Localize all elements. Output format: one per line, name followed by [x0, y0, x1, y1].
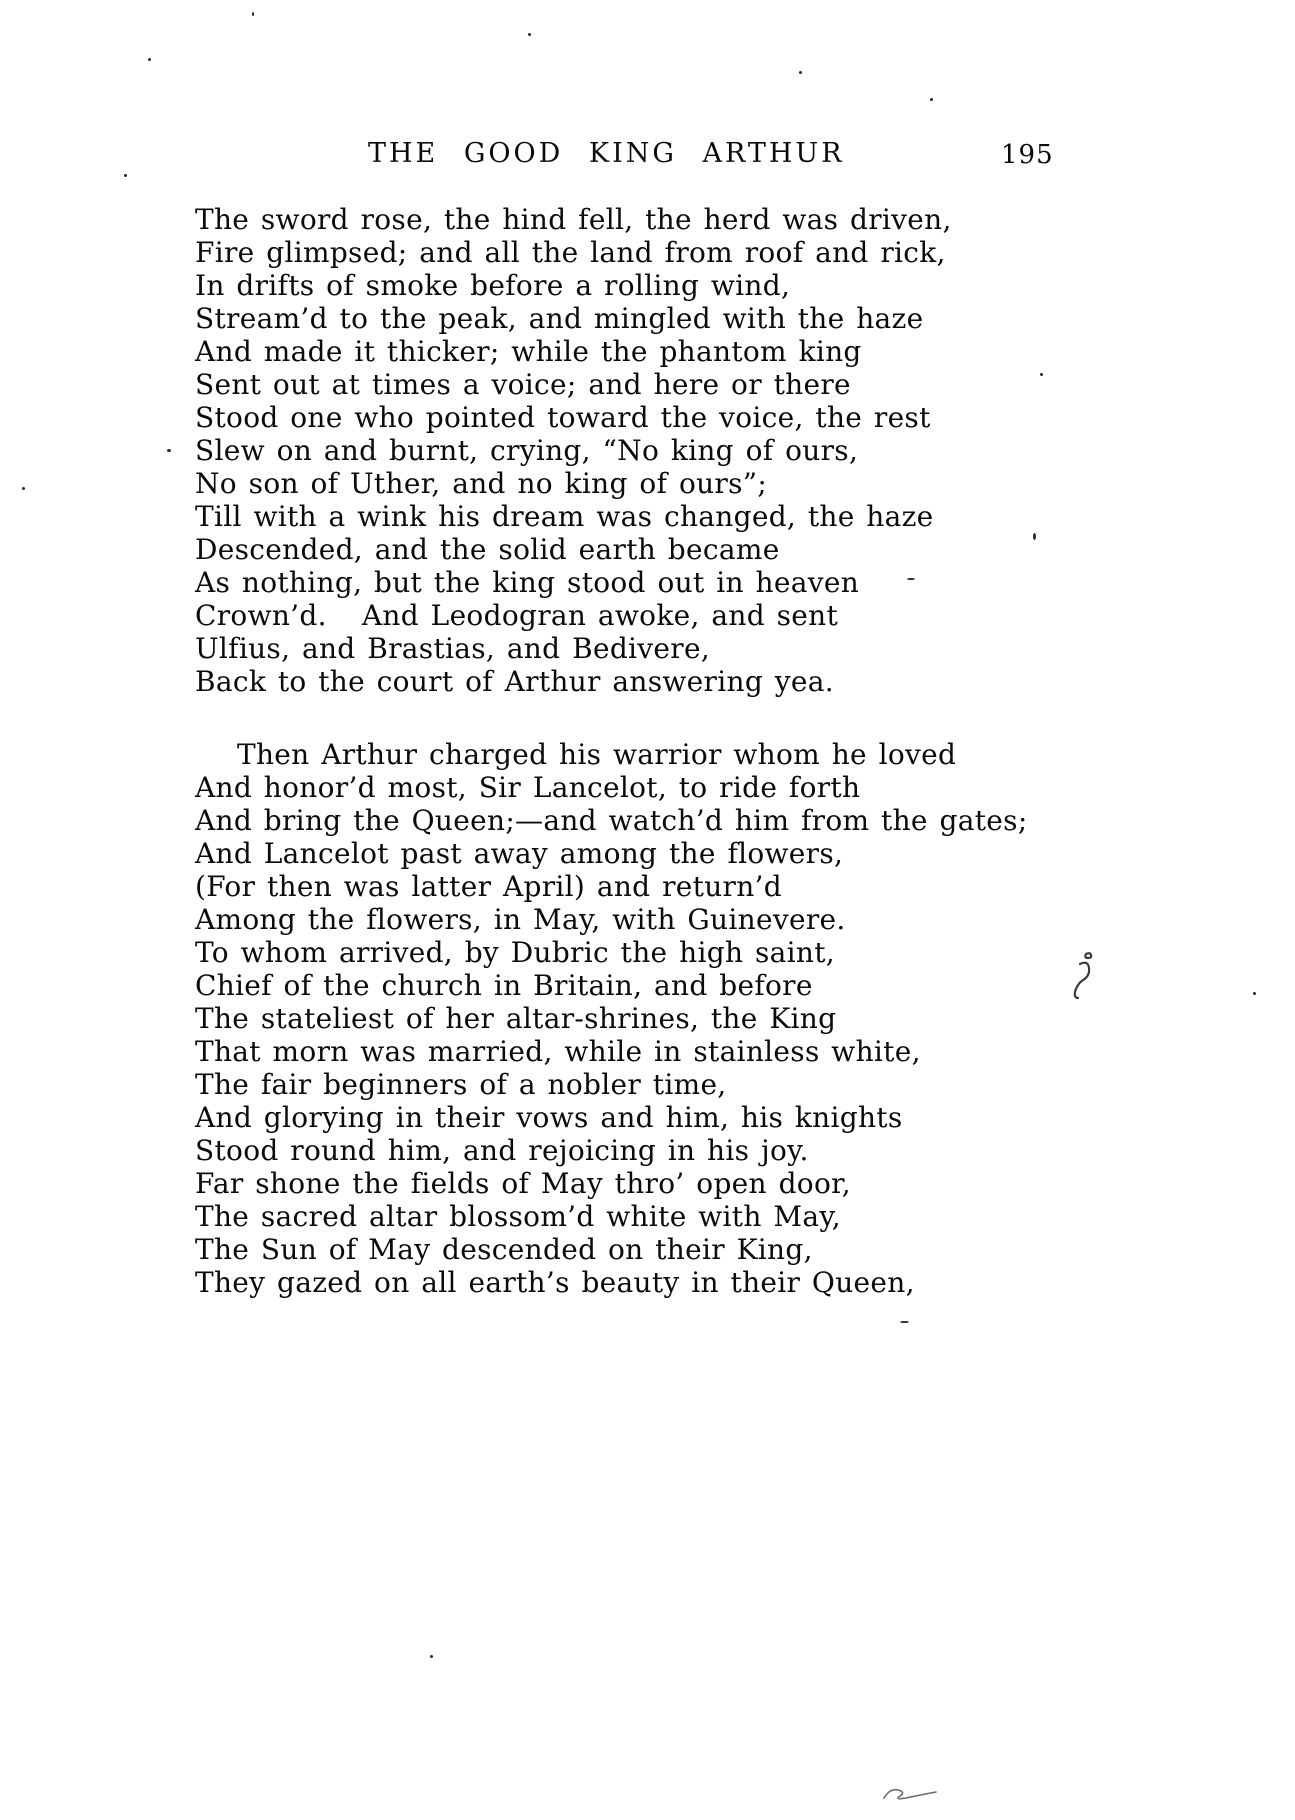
ink-smudge-bottom [880, 1782, 940, 1804]
poem-line: In drifts of smoke before a rolling wind, [195, 269, 791, 302]
scan-speck [907, 578, 915, 580]
poem-line: Chief of the church in Britain, and before [195, 969, 813, 1002]
poem-line: (For then was latter April) and return’d [195, 870, 782, 903]
scan-speck [124, 174, 127, 177]
poem-line: Back to the court of Arthur answering yea. [195, 665, 834, 698]
poem-line: Till with a wink his dream was changed, the haze [195, 500, 934, 533]
poem-line: Crown’d. And Leodogran awoke, and sent [195, 599, 839, 632]
scan-speck [22, 487, 25, 490]
poem-text [195, 203, 1175, 1299]
scan-speck [1253, 992, 1256, 995]
stanza [195, 203, 1175, 698]
poem-line: And bring the Queen;—and watch’d him from the gates; [195, 804, 1028, 837]
page-title: THE GOOD KING ARTHUR [368, 138, 845, 169]
scan-speck [528, 33, 531, 36]
running-header [0, 138, 1295, 174]
poem-line: No son of Uther, and no king of ours”; [195, 467, 768, 500]
poem-line: The stateliest of her altar-shrines, the King [195, 1002, 837, 1035]
poem-line: Ulfius, and Brastias, and Bedivere, [195, 632, 711, 665]
poem-line: The Sun of May descended on their King, [195, 1233, 813, 1266]
poem-line: Descended, and the solid earth became [195, 533, 780, 566]
poem-line: And Lancelot past away among the flowers, [195, 837, 844, 870]
poem-line: That morn was married, while in stainless white, [195, 1035, 921, 1068]
poem-line: The sacred altar blossom’d white with May, [195, 1200, 841, 1233]
scan-speck [1040, 373, 1043, 376]
poem-line: The fair beginners of a nobler time, [195, 1068, 727, 1101]
scan-speck [900, 1321, 909, 1323]
poem-line: They gazed on all earth’s beauty in their Queen, [195, 1266, 915, 1299]
poem-line: Far shone the fields of May thro’ open door, [195, 1167, 851, 1200]
poem-line: Slew on and burnt, crying, “No king of ours, [195, 434, 859, 467]
scan-speck [430, 1655, 433, 1658]
poem-line: Among the flowers, in May, with Guinevere. [195, 903, 846, 936]
poem-line: And glorying in their vows and him, his knights [195, 1101, 903, 1134]
poem-line: To whom arrived, by Dubric the high saint, [195, 936, 835, 969]
poem-line: As nothing, but the king stood out in heaven [195, 566, 860, 599]
scan-speck [799, 71, 802, 74]
poem-line: Then Arthur charged his warrior whom he loved [237, 738, 957, 771]
poem-line: And honor’d most, Sir Lancelot, to ride forth [195, 771, 861, 804]
page-number: 195 [1001, 140, 1054, 170]
poem-line: Sent out at times a voice; and here or there [195, 368, 851, 401]
poem-line: Stood one who pointed toward the voice, the rest [195, 401, 931, 434]
poem-line: Stood round him, and rejoicing in his joy. [195, 1134, 809, 1167]
scan-speck [252, 12, 254, 16]
scan-speck [1033, 533, 1036, 540]
scan-speck [148, 58, 151, 61]
poem-line: Fire glimpsed; and all the land from roof and rick, [195, 236, 946, 269]
stanza [195, 738, 1175, 1299]
scan-speck [167, 449, 171, 452]
ink-smudge-right [1066, 950, 1094, 1000]
scan-speck [930, 98, 933, 101]
poem-line: Stream’d to the peak, and mingled with the haze [195, 302, 924, 335]
poem-line: The sword rose, the hind fell, the herd was driven, [195, 203, 952, 236]
poem-line: And made it thicker; while the phantom king [195, 335, 862, 368]
